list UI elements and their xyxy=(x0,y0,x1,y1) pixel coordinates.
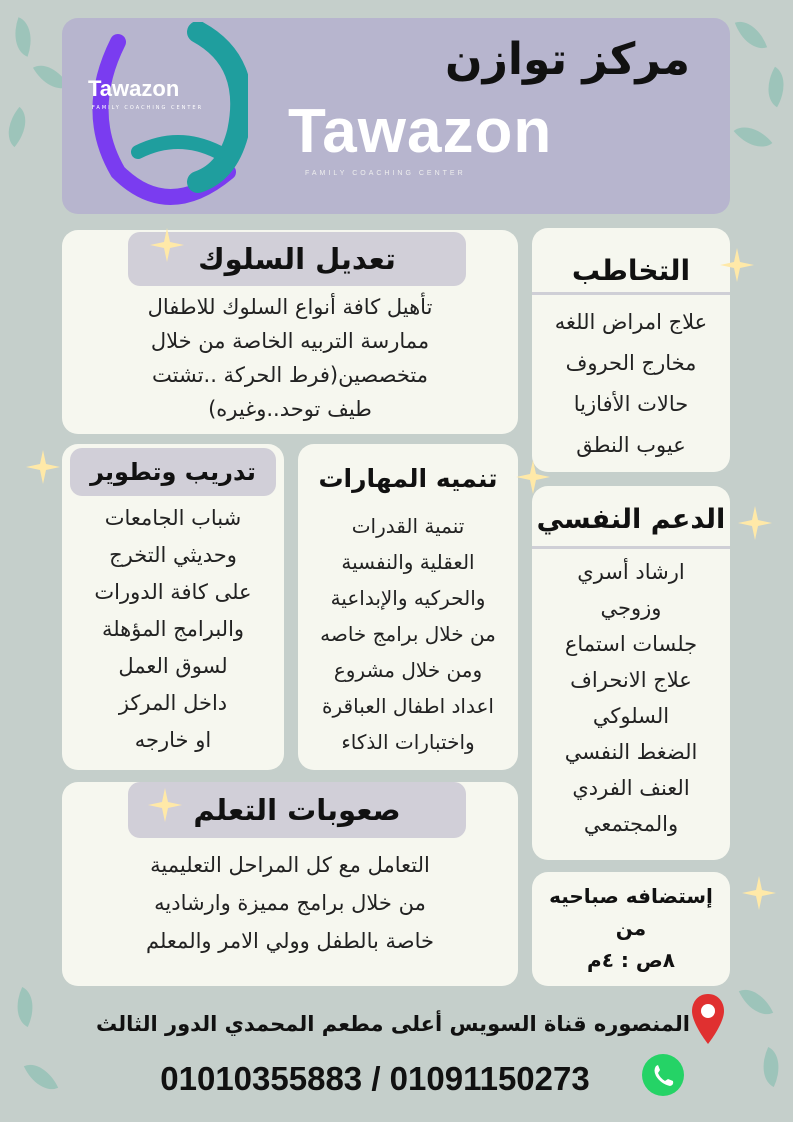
location-pin-icon xyxy=(690,992,726,1050)
skills-body: تنمية القدرات العقلية والنفسية والحركيه والإبداعية من خلال برامج خاصه ومن خلال مشروع اعداد اطفال العباقرة واختبارات الذكاء xyxy=(320,514,496,754)
phone-numbers: 01010355883 / 01091150273 xyxy=(160,1060,590,1097)
training-title: تدريب وتطوير xyxy=(70,448,276,496)
psych-body: ارشاد أسري وزوجي جلسات استماع علاج الانحراف السلوكي الضغط النفسي العنف الفردي والمجتمعي xyxy=(564,560,698,836)
leaf-decoration xyxy=(7,17,39,56)
brand-subtitle: FAMILY COACHING CENTER xyxy=(305,170,466,177)
page-title: مركز توازن xyxy=(445,34,690,85)
leaf-decoration xyxy=(0,107,36,147)
whatsapp-icon xyxy=(640,1052,686,1098)
leaf-decoration xyxy=(739,982,773,1022)
brand-name: Tawazon xyxy=(288,97,553,166)
sparkle-icon xyxy=(742,876,776,910)
sparkle-icon xyxy=(516,460,550,494)
speech-title: التخاطب xyxy=(571,254,691,287)
logo-text: Tawazon xyxy=(88,76,180,101)
skills-title: تنميه المهارات xyxy=(298,454,518,504)
leaf-decoration xyxy=(735,15,767,54)
behavior-body: تأهيل كافة أنواع السلوك للاطفال ممارسة التربيه الخاصة من خلال متخصصين(فرط الحركة ..تشتت طيف توحد..وغيره) xyxy=(147,295,433,421)
logo-mark xyxy=(78,22,248,208)
sparkle-icon xyxy=(720,248,754,282)
leaf-decoration xyxy=(754,1047,788,1087)
logo-subtext: FAMILY COACHING CENTER xyxy=(92,105,204,111)
leaf-decoration xyxy=(24,1057,58,1097)
leaf-decoration xyxy=(758,67,793,107)
hosting-body: إستضافه صباحيه من ٨ص : ٤م xyxy=(549,884,713,972)
behavior-title: تعديل السلوك xyxy=(128,232,466,286)
sparkle-icon xyxy=(148,788,182,822)
leaf-decoration xyxy=(734,117,773,157)
learning-title: صعوبات التعلم xyxy=(128,782,466,838)
psych-title-bar xyxy=(532,546,730,549)
speech-title-bar xyxy=(532,292,730,295)
speech-body: علاج امراض اللغه مخارج الحروف حالات الأفازيا عيوب النطق xyxy=(554,310,708,457)
psych-title: الدعم النفسي xyxy=(536,504,726,535)
leaf-decoration xyxy=(8,987,42,1027)
sparkle-icon xyxy=(150,228,184,262)
training-body: شباب الجامعات وحديثي التخرج على كافة الدورات والبرامج المؤهلة لسوق العمل داخل المركز او خارجه xyxy=(94,506,252,752)
address: المنصوره قناة السويس أعلى مطعم المحمدي الدور الثالث xyxy=(96,1012,690,1036)
learning-body: التعامل مع كل المراحل التعليمية من خلال برامج مميزة وارشاديه خاصة بالطفل وولي الامر والمعلم xyxy=(146,853,434,953)
sparkle-icon xyxy=(26,450,60,484)
sparkle-icon xyxy=(738,506,772,540)
